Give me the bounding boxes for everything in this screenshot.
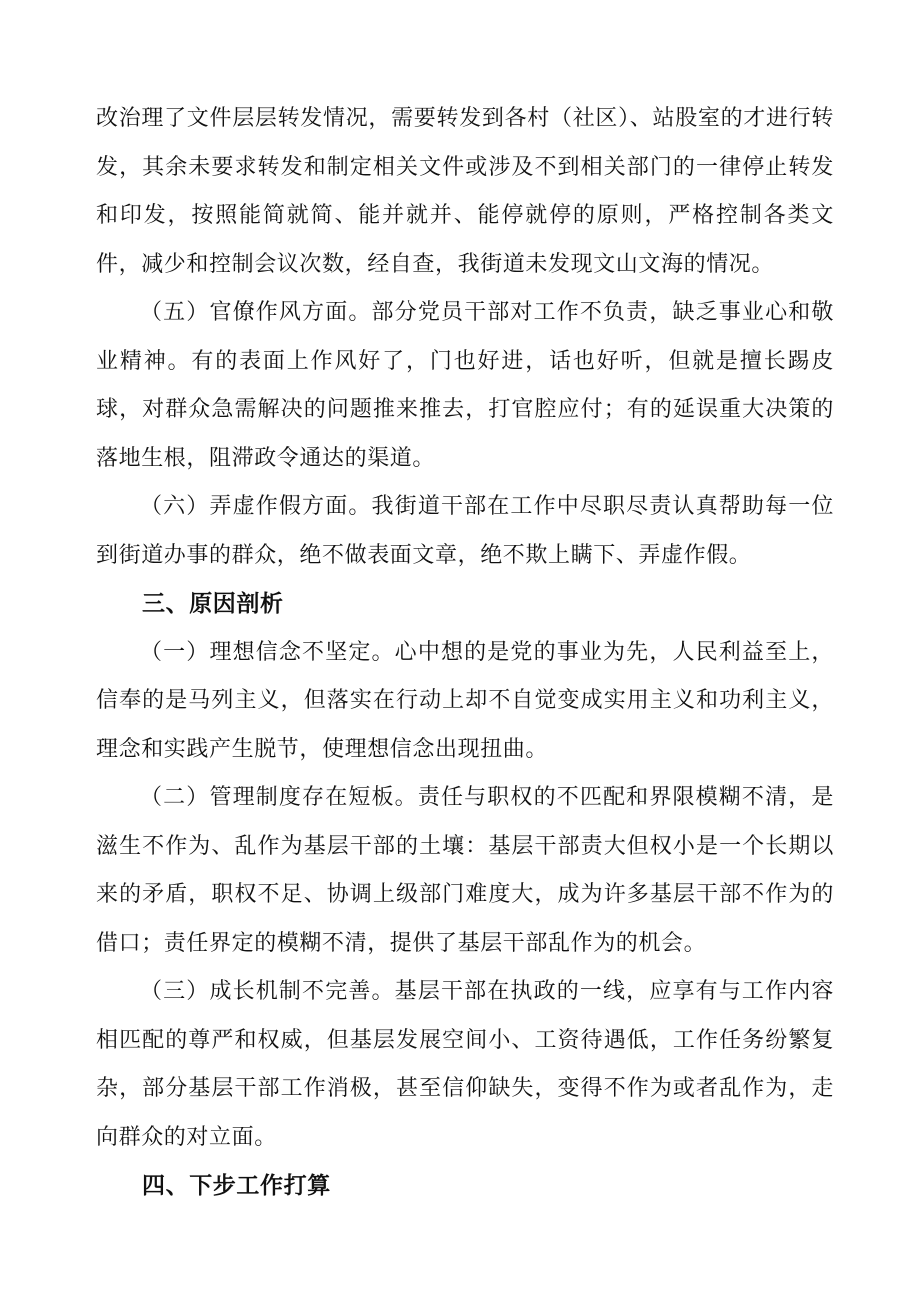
paragraph-growth-mechanism: （三）成长机制不完善。基层干部在执政的一线，应享有与工作内容相匹配的尊严和权威，但基层发展空间小、工资待遇低，工作任务纷繁复杂，部分基层干部工作消极，甚至信仰缺失，变得不作为或者乱作为，走向群众的对立面。 [96, 979, 834, 1150]
paragraph-continuation: 改治理了文件层层转发情况，需要转发到各村（社区）、站股室的才进行转发，其余未要求转发和制定相关文件或涉及不到相关部门的一律停止转发和印发，按照能简就简、能并就并、能停就停的原则，严格控制各类文件，减少和控制会议次数，经自查，我街道未发现文山文海的情况。 [96, 106, 834, 277]
section-heading-next-steps: 四、下步工作打算 [142, 1173, 331, 1199]
section-heading-cause-analysis: 三、原因剖析 [142, 591, 284, 617]
paragraph-ideals-beliefs: （一）理想信念不坚定。心中想的是党的事业为先，人民利益至上，信奉的是马列主义，但落实在行动上却不自觉变成实用主义和功利主义，理念和实践产生脱节，使理想信念出现扭曲。 [96, 639, 834, 762]
paragraph-management-system: （二）管理制度存在短板。责任与职权的不匹配和界限模糊不清，是滋生不作为、乱作为基层干部的土壤：基层干部责大但权小是一个长期以来的矛盾，职权不足、协调上级部门难度大，成为许多基层干部不作为的借口；责任界定的模糊不清，提供了基层干部乱作为的机会。 [96, 785, 834, 956]
paragraph-falsification: （六）弄虚作假方面。我街道干部在工作中尽职尽责认真帮助每一位到街道办事的群众，绝不做表面文章，绝不欺上瞒下、弄虚作假。 [96, 494, 834, 568]
document-body [96, 95, 834, 1211]
paragraph-bureaucratism: （五）官僚作风方面。部分党员干部对工作不负责，缺乏事业心和敬业精神。有的表面上作风好了，门也好进，话也好听，但就是擅长踢皮球，对群众急需解决的问题推来推去，打官腔应付；有的延误重大决策的落地生根，阻滞政令通达的渠道。 [96, 300, 834, 471]
